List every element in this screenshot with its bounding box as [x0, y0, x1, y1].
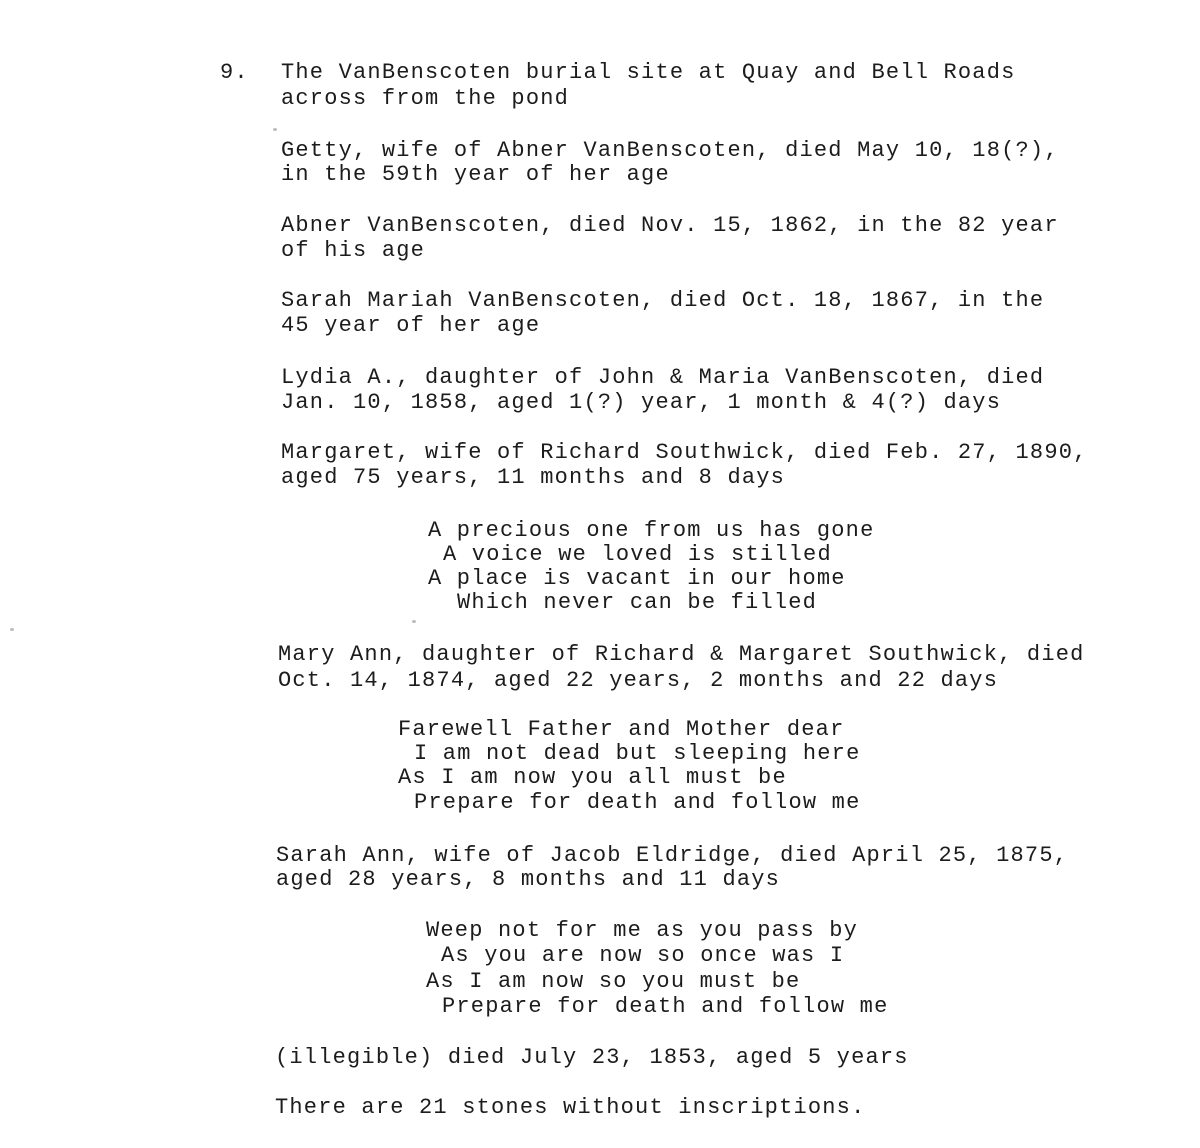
record-sarah-mariah-line-2: 45 year of her age: [281, 313, 541, 338]
verse-2-line-1: Farewell Father and Mother dear: [398, 717, 845, 742]
record-margaret-line-2: aged 75 years, 11 months and 8 days: [281, 465, 786, 490]
verse-2-line-2: I am not dead but sleeping here: [414, 741, 861, 766]
verse-1-line-3: A place is vacant in our home: [428, 566, 846, 591]
verse-1-line-1: A precious one from us has gone: [428, 518, 875, 543]
record-getty-line-1: Getty, wife of Abner VanBenscoten, died May 10, 18(?),: [281, 138, 1059, 163]
record-abner-line-2: of his age: [281, 238, 426, 263]
verse-2-line-4: Prepare for death and follow me: [414, 790, 861, 815]
record-sarah-mariah-line-1: Sarah Mariah VanBenscoten, died Oct. 18, 1867, in the: [281, 288, 1045, 313]
heading-line-1: The VanBenscoten burial site at Quay and Bell Roads: [281, 60, 1016, 85]
record-getty-line-2: in the 59th year of her age: [281, 162, 670, 187]
record-margaret-line-1: Margaret, wife of Richard Southwick, died Feb. 27, 1890,: [281, 440, 1088, 465]
record-abner-line-1: Abner VanBenscoten, died Nov. 15, 1862, in the 82 year: [281, 213, 1059, 238]
record-lydia-line-1: Lydia A., daughter of John & Maria VanBenscoten, died: [281, 365, 1045, 390]
closing-note: There are 21 stones without inscriptions.: [275, 1095, 866, 1120]
record-mary-ann-line-2: Oct. 14, 1874, aged 22 years, 2 months and 22 days: [278, 668, 999, 693]
verse-1-line-4: Which never can be filled: [457, 590, 818, 615]
record-mary-ann-line-1: Mary Ann, daughter of Richard & Margaret Southwick, died: [278, 642, 1085, 667]
verse-3-line-2: As you are now so once was I: [441, 943, 845, 968]
verse-2-line-3: As I am now you all must be: [398, 765, 787, 790]
scan-speck: [273, 128, 277, 131]
entry-number: 9.: [220, 60, 249, 85]
record-sarah-ann-line-2: aged 28 years, 8 months and 11 days: [276, 867, 781, 892]
verse-3-line-4: Prepare for death and follow me: [442, 994, 889, 1019]
verse-1-line-2: A voice we loved is stilled: [443, 542, 832, 567]
record-sarah-ann-line-1: Sarah Ann, wife of Jacob Eldridge, died April 25, 1875,: [276, 843, 1069, 868]
heading-line-2: across from the pond: [281, 86, 570, 111]
verse-3-line-3: As I am now so you must be: [426, 969, 801, 994]
scan-speck: [10, 628, 14, 631]
scan-speck: [412, 620, 416, 623]
record-illegible-line-1: (illegible) died July 23, 1853, aged 5 years: [275, 1045, 909, 1070]
verse-3-line-1: Weep not for me as you pass by: [426, 918, 859, 943]
record-lydia-line-2: Jan. 10, 1858, aged 1(?) year, 1 month & 4(?) days: [281, 390, 1002, 415]
